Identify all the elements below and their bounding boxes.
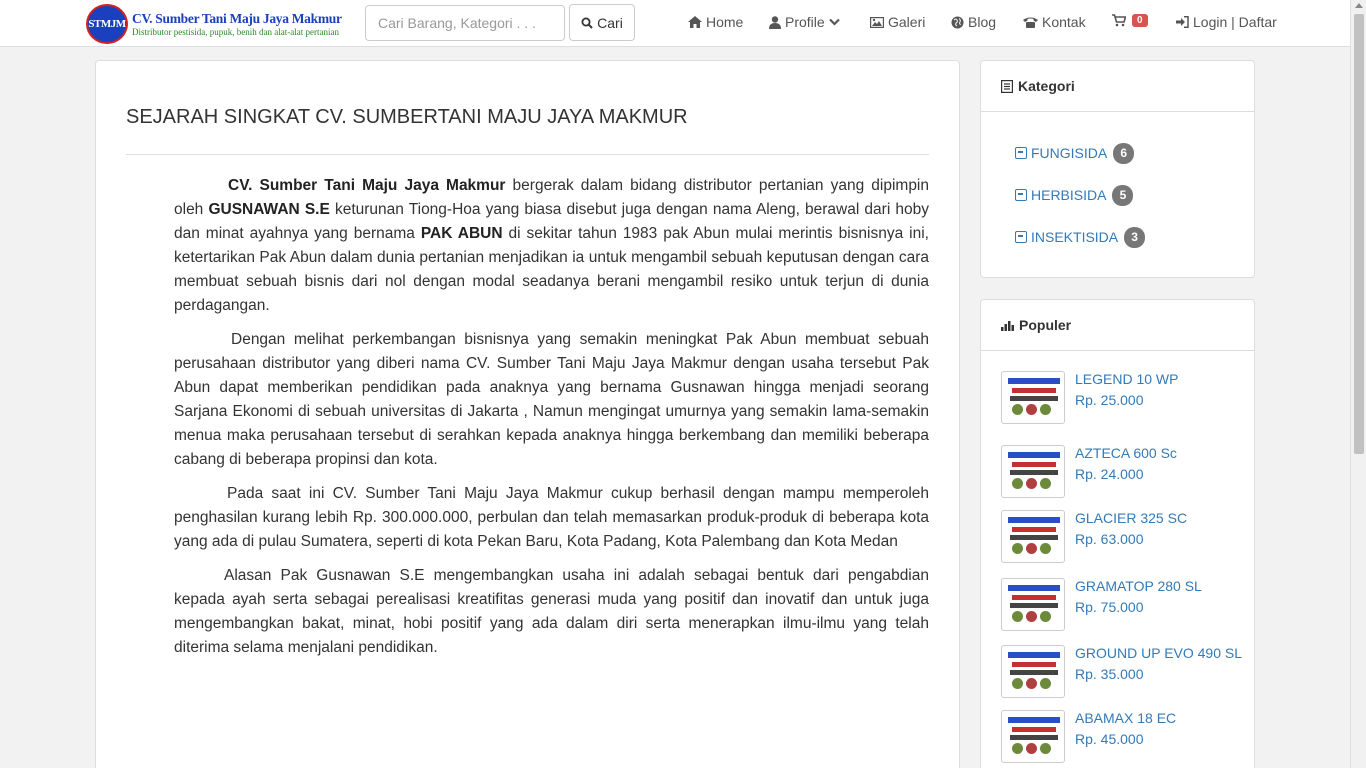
category-icon (1015, 147, 1027, 159)
product-price: Rp. 75.000 (1075, 599, 1144, 615)
search-input[interactable] (365, 5, 565, 41)
page-title: SEJARAH SINGKAT CV. SUMBERTANI MAJU JAYA MAKMUR (126, 106, 688, 128)
product-price: Rp. 25.000 (1075, 392, 1144, 408)
product-thumbnail[interactable] (1001, 578, 1065, 631)
brand-title: CV. Sumber Tani Maju Jaya Makmur (132, 11, 342, 26)
populer-panel (980, 299, 1255, 768)
article-paragraph-4 (174, 564, 929, 660)
product-thumbnail[interactable] (1001, 445, 1065, 498)
populer-item[interactable] (1001, 645, 1241, 700)
kategori-count-badge: 6 (1113, 143, 1134, 164)
cart-icon (1112, 14, 1126, 27)
logo-emblem (86, 4, 128, 44)
logo-emblem-text: STMJM (88, 18, 126, 30)
product-thumbnail[interactable] (1001, 371, 1065, 424)
kategori-item-insektisida[interactable] (1015, 216, 1254, 258)
search-icon (581, 17, 593, 29)
kategori-count-badge: 5 (1112, 185, 1133, 206)
bar-chart-icon (1001, 320, 1014, 331)
populer-item[interactable] (1001, 510, 1241, 565)
article-body (174, 174, 929, 670)
leader-name: GUSNAWAN S.E (208, 201, 330, 218)
product-thumbnail[interactable] (1001, 645, 1065, 698)
article-panel (95, 60, 960, 768)
article-text: Alasan Pak Gusnawan S.E mengembangkan usaha ini adalah sebagai bentuk dari pengabdian kepada ayah serta sebagai perealisasi kreatifitas generasi muda yang positif dan inovatif dan untuk juga mengembangkan bakat, minat, hobi positif yang ada dalam diri serta menerapkan ilmu-ilmu yang telah diterima selama menjalani pendidikan. (174, 567, 929, 656)
phone-icon (1023, 16, 1038, 28)
product-price: Rp. 63.000 (1075, 531, 1144, 547)
populer-item[interactable] (1001, 578, 1241, 633)
nav-galeri-label: Galeri (888, 14, 926, 30)
populer-item[interactable] (1001, 710, 1241, 765)
user-icon (769, 16, 781, 29)
image-icon (870, 17, 884, 28)
kategori-item-fungisida[interactable] (1015, 132, 1254, 174)
article-text: keturunan Tiong-Hoa yang biasa disebut juga dengan nama Aleng, berawal dari hoby dan minat ayahnya yang bernama (174, 201, 929, 242)
article-text: Dengan melihat perkembangan bisnisnya yang semakin meningkat Pak Abun membuat sebuah perusahaan distributor yang diberi nama CV. Sumber Tani Maju Jaya Makmur dengan usaha tersebut Pak Abun dapat memberikan pendidikan pada anaknya yang bernama Gusnawan hingga menjadi seorang Sarjana Ekonomi di sebuah universitas di Jakarta , Namun mengingat umurnya yang semakin lama-semakin menua maka perusahaan tersebut di serahkan kepada anaknya hingga berkembang dan memiliki beberapa cabang di beberapa propinsi dan kota. (174, 331, 929, 468)
populer-header (981, 300, 1254, 351)
populer-item[interactable] (1001, 371, 1241, 426)
list-icon (1001, 80, 1013, 93)
kategori-label: FUNGISIDA (1031, 145, 1108, 161)
article-paragraph-3 (174, 482, 929, 554)
title-divider (126, 154, 929, 155)
nav-login-label: Login | Daftar (1193, 14, 1277, 30)
kategori-header (981, 61, 1254, 112)
article-text: bergerak dalam bidang distributor pertanian yang dipimpin oleh (174, 177, 929, 218)
category-icon (1015, 231, 1027, 243)
product-price: Rp. 35.000 (1075, 666, 1144, 682)
nav-galeri[interactable] (870, 14, 925, 30)
product-name[interactable]: LEGEND 10 WP (1075, 371, 1179, 387)
company-name: CV. Sumber Tani Maju Jaya Makmur (228, 177, 506, 194)
scroll-thumb[interactable] (1354, 14, 1364, 454)
nav-blog-label: Blog (968, 14, 997, 30)
article-paragraph-2 (174, 328, 929, 472)
brand-subtitle: Distributor pestisida, pupuk, benih dan alat-alat pertanian (132, 27, 339, 37)
page-scrollbar[interactable] (1350, 0, 1366, 768)
navbar (0, 0, 1350, 47)
product-price: Rp. 45.000 (1075, 731, 1144, 747)
populer-heading: Populer (1019, 317, 1072, 333)
kategori-panel (980, 60, 1255, 278)
nav-home[interactable] (688, 14, 743, 30)
kategori-label: HERBISIDA (1031, 187, 1107, 203)
login-icon (1176, 16, 1189, 28)
nav-login[interactable] (1176, 14, 1277, 30)
category-icon (1015, 189, 1027, 201)
kategori-label: INSEKTISIDA (1031, 229, 1119, 245)
nav-kontak[interactable] (1023, 14, 1086, 30)
product-name[interactable]: GRAMATOP 280 SL (1075, 578, 1202, 594)
article-text: Pada saat ini CV. Sumber Tani Maju Jaya Makmur cukup berhasil dengan mampu memperoleh penghasilan kurang lebih Rp. 300.000.000, perbulan dan telah memasarkan produk-produk di beberapa kota yang ada di pulau Sumatera, seperti di kota Pekan Baru, Kota Padang, Kota Palembang dan Kota Medan (174, 485, 929, 550)
article-paragraph-1 (174, 174, 929, 318)
nav-profile[interactable] (769, 14, 840, 30)
kategori-count-badge: 3 (1124, 227, 1145, 248)
globe-icon (951, 16, 964, 29)
nav-kontak-label: Kontak (1042, 14, 1086, 30)
kategori-item-herbisida[interactable] (1015, 174, 1254, 216)
product-price: Rp. 24.000 (1075, 466, 1144, 482)
article-text: di sekitar tahun 1983 pak Abun mulai merintis bisnisnya ini, ketertarikan Pak Abun dalam dunia pertanian menjadikan ia untuk mengambil sebuah keputusan dengan cara membuat sebuah bisnis dari nol dengan modal seadanya berani mengambil resiko untuk terjun di dunia perdagangan. (174, 225, 929, 314)
nav-home-label: Home (706, 14, 744, 30)
cart-count-badge: 0 (1132, 14, 1148, 27)
home-icon (688, 16, 702, 28)
product-thumbnail[interactable] (1001, 710, 1065, 763)
brand-logo[interactable] (86, 4, 342, 44)
product-name[interactable]: ABAMAX 18 EC (1075, 710, 1177, 726)
chevron-down-icon (829, 18, 840, 26)
search-button-label: Cari (597, 14, 623, 31)
populer-item[interactable] (1001, 445, 1241, 500)
search-button[interactable] (569, 4, 635, 41)
kategori-list (981, 112, 1254, 258)
nav-blog[interactable] (951, 14, 996, 30)
product-name[interactable]: AZTECA 600 Sc (1075, 445, 1177, 461)
scroll-up-arrow-icon[interactable] (1355, 3, 1363, 8)
father-name: PAK ABUN (420, 225, 503, 242)
nav-profile-label: Profile (785, 14, 825, 30)
product-thumbnail[interactable] (1001, 510, 1065, 563)
nav-cart[interactable] (1112, 14, 1148, 27)
product-name[interactable]: GROUND UP EVO 490 SL (1075, 645, 1243, 661)
product-name[interactable]: GLACIER 325 SC (1075, 510, 1188, 526)
kategori-heading: Kategori (1018, 78, 1075, 94)
